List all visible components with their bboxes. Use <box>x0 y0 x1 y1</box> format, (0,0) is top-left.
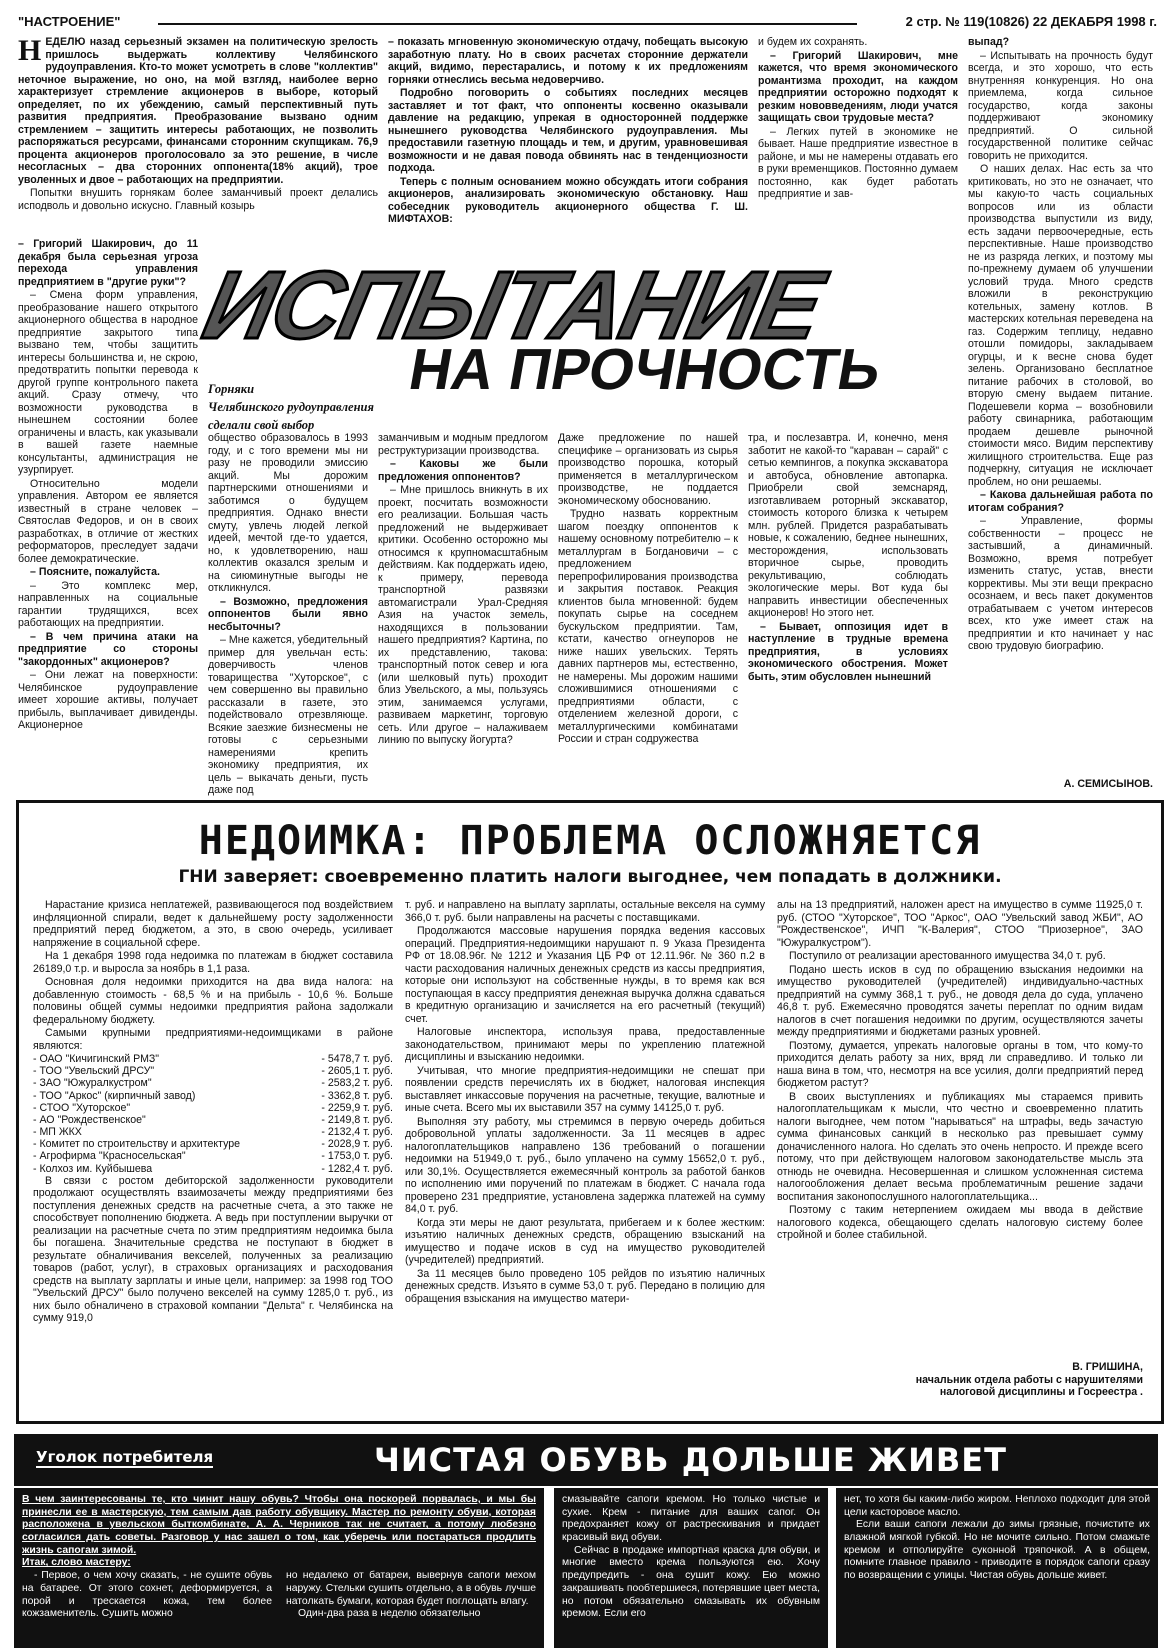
paragraph: выпад? <box>968 36 1010 48</box>
paragraph: Трудно назвать корректным шагом поездку оппонентов к нашему основному потребителю – к металлургам в Богдановичи – с предложением перепрофилирования производства и закрытия поставок. Реакция клиентов была мгновенной: будем покупать сырье на соседнем бускульском предприятии. Там, кстати, качество огнеупоров не ниже наших увельских. Терять давних партнеров мы, естественно, не намерены. Мы дорожим нашими сложившимися отношениями с предприятиями области, с отделением железной дороги, с металлургическими комбинатами России и стран содружества <box>558 508 738 745</box>
article3-col1b <box>286 1570 536 1621</box>
paragraph: Относительно модели управления. Автором ее является известный в стране человек – Святослав Федоров, и он в своих разработках, в отличие от жестких реформаторов, преследует задачи более демократические. <box>18 477 198 565</box>
paragraph: ЕДЕЛЮ назад серьезный экзамен на политическую зрелость пришлось выдержать коллективу Челябинского рудоуправления. Кто-то может усмотреть в слове "коллектив" неточное выражение, но оно, на мой взгляд, наиболее верно характеризует стремление акционеров в выборе, который определяет, по их убеждению, самый перспективный путь развития предприятия. Преобразование вызвано одним стремлением – защитить интересы работающих, не позволить распоряжаться ресурсами, финансами сторонним скупщикам. 76,9 процента акционеров проголосовало за это решение, в числе несогласных – два сторонних оппонента(18% акций), трое уволенных и двое – работающих на предприятии. <box>18 36 378 186</box>
paragraph: – Они лежат на поверхности: Челябинское рудоуправление имеет хорошие активы, получает прибыль, выплачивает дивиденды. Акционерное <box>18 669 198 731</box>
paragraph: Поэтому, думается, упрекать налоговые органы в том, что кому-то приходится делать работу за них, вряд ли справедливо. И только ли наша вина в том, что, несмотря на все усилия, долги предприятий перед бюджетом растут? <box>777 1039 1143 1089</box>
table-row <box>33 1114 393 1126</box>
article2-headline: НЕДОИМКА: ПРОБЛЕМА ОСЛОЖНЯЕТСЯ <box>198 818 982 864</box>
article3-lead: Итак, слово мастеру: <box>22 1557 131 1569</box>
article3-banner <box>14 1434 1158 1486</box>
article3-col2 <box>554 1488 828 1648</box>
headline-secondary: НА ПРОЧНОСТЬ <box>404 337 886 402</box>
debtor-sum: - 1282,4 т. руб. <box>321 1162 393 1175</box>
paragraph: Учитывая, что многие предприятия-недоимщики не спешат при появлении средств перечислять их в бюджет, налоговая инспекция выставляет инкассовые поручения на расчетные, текущие, валютные и иные счета. Всего мы их выставили 357 на сумму 14125,0 т. руб. <box>405 1064 765 1114</box>
debtor-name: - АО "Рождественское" <box>33 1113 146 1126</box>
paragraph: но недалеко от батареи, вывернув сапоги мехом наружу. Стельки сушить отдельно, а в обувь лучше натолкать бумаги, которая будет поглощать влагу. <box>286 1570 536 1607</box>
paragraph: Сейчас в продаже импортная краска для обуви, и многие вместо крема пользуются ею. Хочу предупредить - она сушит кожу. Ею можно закрашивать пообтершиеся, потерявшие цвет места, но потом обязательно смазывать их обувным кремом. Если его <box>562 1544 820 1620</box>
debtor-sum: - 2259,9 т. руб. <box>321 1101 393 1114</box>
headline-main: ИСПЫТАНИЕ <box>195 252 831 359</box>
debtor-name: - Агрофирма "Красносельская" <box>33 1150 186 1163</box>
debtor-name: - ОАО "Кичигинский РМЗ" <box>33 1053 160 1065</box>
debtor-name: - Комитет по строительству и архитектуре <box>33 1138 241 1151</box>
subtitle-line: Горняки <box>208 382 255 396</box>
header-rule <box>158 23 857 25</box>
paragraph: – показать мгновенную экономическую отдачу, побещать высокую заработную плату. Но в своих расчетах сторонние держатели акций, видимо, перестарались, и потому к их предложениям горняки отнеслись весьма недоверчиво. <box>388 36 748 86</box>
table-row <box>33 1138 393 1150</box>
paragraph: – Легких путей в экономике не бывает. Наше предприятие известное в районе, и мы не намерены отдавать его в руки временщиков. Постоянно думаем постоянно, как будет работать предприятие и зав- <box>758 125 958 200</box>
author-position: налоговой дисциплины и Госреестра . <box>939 1386 1143 1398</box>
debtor-sum: - 2149,8 т. руб. <box>321 1113 393 1126</box>
paragraph: – Каковы же были предложения оппонентов? <box>378 458 548 483</box>
article2-box <box>16 800 1164 1424</box>
debtor-name: - Колхоз им. Куйбышева <box>33 1162 153 1175</box>
article1-col-b2 <box>378 432 548 788</box>
table-row <box>33 1065 393 1077</box>
paragraph: - Первое, о чем хочу сказать, - не сушите обувь на батарее. От этого сохнет, деформируется, а порой и трескается кожа, тем более кожзаменитель. Сушить можно <box>22 1570 272 1620</box>
table-row <box>33 1102 393 1114</box>
table-row <box>33 1090 393 1102</box>
paragraph: Выполняя эту работу, мы стремимся в первую очередь добиться добровольной уплаты задолженности. За 11 месяцев в адрес налогоплательщиков направлено 136 требований о погашении недоимки на 51949,0 т. руб., было уплачено на сумму 15652,0 т. руб., или 30,1%. Осуществляется ежемесячный контроль за работой банков по исполнению ими поручений по платежам в бюджет. С начала года проверено 231 предприятие, установлена задержка платежей на сумму 84,0 т. руб. <box>405 1115 765 1215</box>
paragraph: – Бывает, оппозиция идет в наступление в трудные времена предприятия, в условиях экономического обострения. Может быть, этим обусловлен нынешний <box>748 620 948 683</box>
paragraph: – Григорий Шакирович, до 11 декабря была серьезная угроза перехода управления предприятием в "другие руки"? <box>18 238 198 288</box>
article1-col-b1 <box>208 432 368 796</box>
article3-headline: ЧИСТАЯ ОБУВЬ ДОЛЬШЕ ЖИВЕТ <box>374 1441 1007 1479</box>
paragraph: т. руб. и направлено на выплату зарплаты, остальные векселя на сумму 366,0 т. руб. были направлены на расчеты с поставщиками. <box>405 899 765 924</box>
debtor-sum: - 2028,9 т. руб. <box>321 1138 393 1151</box>
drop-cap: Н <box>18 34 42 67</box>
article2-col3 <box>777 899 1143 1339</box>
page-header <box>18 14 1157 32</box>
author-position: начальник отдела работы с нарушителями <box>915 1373 1143 1386</box>
table-row <box>33 1150 393 1162</box>
paragraph: – Поясните, пожалуйста. <box>30 566 160 578</box>
paragraph: Нарастание кризиса неплатежей, развивающегося под воздействием инфляционной спирали, ведет к дальнейшему росту задолженности предприятий перед бюджетом, а это, в свою очередь, усиливает напряжение в социальной сфере. <box>33 899 393 949</box>
paragraph: На 1 декабря 1998 года недоимка по платежам в бюджет составила 26189,0 т.р. и выросла за ноябрь в 1,1 раза. <box>33 950 393 975</box>
paragraph: Если ваши сапоги лежали до зимы грязные, почистите их влажной мягкой губкой. Но не мочите сильно. Потом смажьте кремом и отполируйте суконной тряпочкой. А в общем, помните главное правило - приводите в порядок сапоги сразу по возвращении с улицы. Чистая обувь дольше живет. <box>844 1519 1150 1582</box>
paragraph: Поступило от реализации арестованного имущества 34,0 т. руб. <box>789 950 1106 962</box>
subtitle-line: Челябинского рудоуправления <box>208 400 374 414</box>
article3-intro: В чем заинтересованы те, кто чинит нашу обувь? Чтобы она поскорей порвалась, и мы бы принесли ее в мастерскую, тем самым дав работу обувщику. Мастер по ремонту обуви, которая расположена в увельском быткомбинате, А. А. Черников так не считает, а потому любезно согласился дать советы. Разговор у нас зашел о том, как уберечь или постараться продлить жизнь сапогам зимой. <box>22 1494 536 1556</box>
paragraph: тра, и послезавтра. И, конечно, меня заботит не какой-то "караван – сарай" с сетью кемпингов, а покупка экскаватора и автобуса, обновление автопарка. Приобрели свой земснаряд, изготавливаем роторный экскаватор, стоимость которого близка к четырем млн. рублей. Придется разрабатывать новые, к сожалению, беднее нынешних, месторождения, использовать вторичное сырье, проводить рекультивацию, соблюдать экологические меры. Вот куда бы направить инвестиции обеспеченных акционеров! Но этого нет. <box>748 432 948 619</box>
debtor-sum: - 1753,0 т. руб. <box>321 1150 393 1163</box>
table-row <box>33 1163 393 1175</box>
paragraph: – Григорий Шакирович, мне кажется, что время экономического романтизма проходит, на каждом предприятии осторожно подходят к резким нововведениям, люди учатся защищать свои трудовые места? <box>758 49 958 124</box>
article1-left-col <box>18 238 198 788</box>
debtor-name: - ТОО "Аркос" (кирпичный завод) <box>33 1089 196 1102</box>
paragraph: – Мне кажется, убедительный пример для увельчан есть: доверчивость членов товарищества "Хуторское", с чем совершенно вы правильно рассказали в газете, это подействовало отрезвляюще. Всякие заезжие бизнесмены не готовы с серьезными намерениями крепить экономику предприятия, их цель – выкачать деньги, пусть даже под <box>208 634 368 796</box>
issue-info: 2 стр. № 119(10826) 22 ДЕКАБРЯ 1998 г. <box>905 14 1157 29</box>
paragraph: – Смена форм управления, преобразование нашего открытого акционерного общества в народное предприятие закрытого типа вызвано тем, чтобы защитить интересы большинства и, не скрою, предотвратить попытки перевода к другой группе контрольного пакета акций. Сразу отмечу, что возможности руководства в нынешнем состоянии более ограничены и власть, как указывали в вашей газете наемные консультанты, администрация не узурпирует. <box>18 289 198 476</box>
paragraph: Даже предложение по нашей специфике – организовать из сырья производство порошка, который применяется в металлургическом производстве, не поддается экономическому обоснованию. <box>558 432 738 507</box>
article2-subheadline: ГНИ заверяет: своевременно платить налоги выгоднее, чем попадать в должники. <box>178 867 1002 887</box>
article3-col1a <box>22 1570 272 1621</box>
paragraph: Продолжаются массовые нарушения порядка ведения кассовых операций. Предприятия-недоимщики нарушают п. 9 Указа Президента РФ от 18.08.96г. № 1212 и Указания ЦБ РФ от 12.11.96г. № 360 п.2 в части расходования наличных денежных средств из кассы предприятия, которые они используют на собственные нужды, в то время как вся поступающая в кассу предприятия денежная выручка должна сдаваться в кредитную организацию и зачисляется на его расчетный (текущий) счет. <box>405 925 765 1025</box>
paragraph: – Это комплекс мер, направленных на социальные гарантии трудящихся, всех работающих на предприятии. <box>18 579 198 629</box>
paragraph: – Какова дальнейшая работа по итогам собрания? <box>968 489 1153 514</box>
debtor-name: - ЗАО "Южуралкустром" <box>33 1077 152 1090</box>
paragraph: Самыми крупными предприятиями-недоимщиками в районе являются: <box>33 1027 393 1052</box>
paragraph: алы на 13 предприятий, наложен арест на имущество в сумме 11925,0 т. руб. (СТОО "Хуторское", ТОО "Аркос", ОАО "Увельский завод ЖБИ", АО "Рождественское", ИЧП "К-Валерия", СТОО "Приозерное", ЗАО "Южуралкустром"). <box>777 899 1143 949</box>
paragraph: – В чем причина атаки на предприятие со стороны "закордонных" акционеров? <box>18 630 198 668</box>
debtors-table <box>33 1053 393 1175</box>
paragraph: нет, то хотя бы каким-либо жиром. Неплохо подходит для этой цели касторовое масло. <box>844 1494 1150 1518</box>
paragraph: О наших делах. Нас есть за что критиковать, но это не означает, что мы какую-то часть социальных вопросов или из области производства выпустили из виду, есть задачи первоочередные, есть перспективные. Наше производство не из разряда легких, и поэтому мы по-прежнему думаем об улучшении условий труда. Много средств вложили в реконструкцию котельных, замену котлов. В мастерских котельная переведена на газ. Содержим теплицу, недавно отошли помидоры, закладываем огурцы, и к весне снова будет зелень. Организовано бесплатное питание рабочих в столовой, во вторую смену выдаем питание. Подешевели корма – возобновили работу свинарника, работающим продаем дешевле рыночной стоимости мясо. Видим перспективу жилищного строительства. Еще раз подчеркну, ситуация не исключает проблем, но они решаемы. <box>968 163 1153 488</box>
subtitle-line: сделали свой выбор <box>208 418 315 432</box>
article2-col1 <box>33 899 393 1411</box>
paragraph: Когда эти меры не дают результата, прибегаем и к более жестким: изъятию наличных денежных средств, обращению взысканий на имущество и подаче исков в суд на имущество руководителей (учредителей) предприятий. <box>405 1216 765 1266</box>
paragraph: Основная доля недоимки приходится на два вида налога: на добавленную стоимость - 68,5 % и на прибыль - 10,6 %. Больше половины общей суммы недоимки предприятия района задолжали федеральному бюджету. <box>33 976 393 1026</box>
article1-subtitle <box>208 380 438 434</box>
debtor-sum: - 2583,2 т. руб. <box>321 1077 393 1090</box>
paragraph: смазывайте сапоги кремом. Но только чистые и сухие. Крем - питание для ваших сапог. Он предохраняет кожу от растрескивания и придает красивый вид обуви. <box>562 1494 820 1544</box>
paragraph: За 11 месяцев было проведено 105 рейдов по изъятию наличных денежных средств. Изъято в сумме 53,0 т. руб. Передано в полицию для обращения взыскания на имущество матери- <box>405 1267 765 1305</box>
paragraph: – Испытывать на прочность будут всегда, и это хорошо, что есть внутренняя конкуренция. Но она приемлема, когда сильное государство, когда законы поддерживают экономику предприятий. О сильной государственной политике сейчас говорить не приходится. <box>968 49 1153 162</box>
table-row <box>33 1126 393 1138</box>
article1-author: А. СЕМИСЫНОВ. <box>1063 778 1153 790</box>
article3-col1 <box>14 1488 544 1648</box>
article1-intro-col1 <box>18 36 378 232</box>
paragraph: Поэтому с таким нетерпением ожидаем мы ввода в действие налогового кодекса, обещающего сделать налоговую систему более стройной и более стабильной. <box>777 1204 1143 1241</box>
paragraph: Теперь с полным основанием можно обсуждать итоги собрания акционеров, анализировать экономическую обстановку. Наш собеседник руководитель акционерного общества Г. Ш. МИФТАХОВ: <box>388 175 748 225</box>
paragraph: – Управление, формы собственности – процесс не застывший, а динамичный. Возможно, время потребует изменить статус, устав, внести коррективы. Мы эти вещи прекрасно осознаем, и весь пакет документов отрабатываем с учетом интересов всех, кто уже имеет стаж на предприятии и кто начинает у нас свою трудовую биографию. <box>968 515 1153 652</box>
table-row <box>33 1053 393 1065</box>
paragraph: В связи с ростом дебиторской задолженности руководители продолжают осуществлять взаимозачеты между предприятиями без поступления денежных средств на расчетные счета, а это также не способствует пополнению бюджета. А ведь при поступлении выручки от реализации на расчетные счета по этим предприятиям недоимка была бы погашена. Значительные средства не поступают в бюджет в результате обналичивания векселей, полученных за реализацию товаров (работ, услуг), в страховых организациях и расходования средств на выплату зарплаты и иные цели, например: за 1998 год ТОО "Увельский ДРСУ" было получено векселей на сумму 1285,0 т. руб., из них было обналичено в страховой компании "Дельта" г. Челябинска на сумму 919,0 <box>33 1174 393 1325</box>
debtor-sum: - 3362,8 т. руб. <box>321 1089 393 1102</box>
paragraph: Подробно поговорить о событиях последних месяцев заставляет и тот факт, что оппоненты косвенно оказывали давление на редакцию, упрекая в односторонней поддержке нынешнего руководства Челябинского рудоуправления. Мы предоставили газетную площадь и тем, и другим, уравновешивая возможности и не давая повода обвинять нас в тенденциозности подхода. <box>388 87 748 174</box>
debtor-sum: - 2605,1 т. руб. <box>321 1065 393 1078</box>
debtor-sum: - 5478,7 т. руб. <box>321 1053 393 1065</box>
paragraph: – Мне пришлось вникнуть в их проект, посчитать возможности его реализации. Большая часть предложений не выдерживает критики. Особенно осторожно мы относимся к крупномасштабным действиям. Как поддержать идею, к примеру, перевода транспортной развязки автомагистрали Урал-Средняя Азия на участок земель, находящихся в пользовании нашего предприятия? Картина, по их представлению, такова: транспортный поток север и юга (или шелковый путь) проходит близ Увельского, а мы, пользуясь этим, занимаемся услугами, развиваем маркетинг, торговую сеть. Или другое – налаживаем линию по выпуску йогурта? <box>378 484 548 746</box>
article1-intro-col3 <box>758 36 958 246</box>
debtor-sum: - 2132,4 т. руб. <box>321 1126 393 1139</box>
rubric-tag: Уголок потребителя <box>36 1448 214 1466</box>
article2-signature <box>777 1361 1143 1411</box>
table-row <box>33 1077 393 1089</box>
article1-intro-col2 <box>388 36 748 246</box>
article1-col-b4 <box>748 432 948 788</box>
author-name: В. ГРИШИНА, <box>1072 1361 1143 1373</box>
article3-col3 <box>836 1488 1158 1648</box>
paragraph: Подано шесть исков в суд по обращению взыскания недоимки на имущество руководителей (учредителей) индивидуально-частных предприятий на сумму 368,1 т. руб., не доводя дела до суда, уплачено 46,8 т. руб. Ежемесячно проводятся зачеты переплат по одним видам налогов в счет погашения недоимки по другим, осуществляются зачеты между предприятиями и бюджетами разных уровней. <box>777 963 1143 1038</box>
paragraph: Налоговые инспектора, используя права, предоставленные законодательством, принимают меры по укреплению платежной дисциплины и взысканию недоимки. <box>405 1026 765 1063</box>
paragraph: Один-два раза в неделю обязательно <box>298 1608 481 1620</box>
article1-right-col <box>968 36 1153 776</box>
article1-col-b3 <box>558 432 738 788</box>
section-name: "НАСТРОЕНИЕ" <box>18 14 121 29</box>
paragraph: общество образовалось в 1993 году, и с того времени мы ни разу не проводили эмиссию акций. Мы дорожим партнерскими отношениями и заботимся о будущем предприятия. Однако внести смуту, увлечь людей легкой идеей, мечтой где-то удается, но, к удовлетворению, наш коллектив оказался зрелым и на сиюминутные выгоды не откликнулся. <box>208 432 368 594</box>
debtor-name: - МП ЖКХ <box>33 1126 82 1139</box>
paragraph: заманчивым и модным предлогом реструктуризации производства. <box>378 432 548 457</box>
paragraph: В своих выступлениях и публикациях мы стараемся привить налогоплательщикам к мысли, что честно и своевременно платить налоги выгоднее, чем потом "нарываться" на штрафы, ведь зачастую сумма финансовых санкций в несколько раз превышает сумму доначисленного налога. Но сделать это очень непросто. И прежде всего потому, что при действующем налоговом законодательстве мысль эта отнюдь не очевидна. Несовершенная и слишком усложненная система налогообложения делает весьма проблематичным решение задачи воспитания законопослушного налогоплательщика... <box>777 1090 1143 1203</box>
debtor-name: - СТОО "Хуторское" <box>33 1101 131 1114</box>
article2-col2 <box>405 899 765 1411</box>
paragraph: – Возможно, предложения оппонентов были явно несбыточны? <box>208 595 368 633</box>
paragraph: и будем их сохранять. <box>758 36 868 48</box>
debtor-name: - ТОО "Увельский ДРСУ" <box>33 1065 155 1078</box>
paragraph: Попытки внушить горнякам более заманчивый проект делались исподволь и довольно искусно. Главный козырь <box>18 187 378 212</box>
